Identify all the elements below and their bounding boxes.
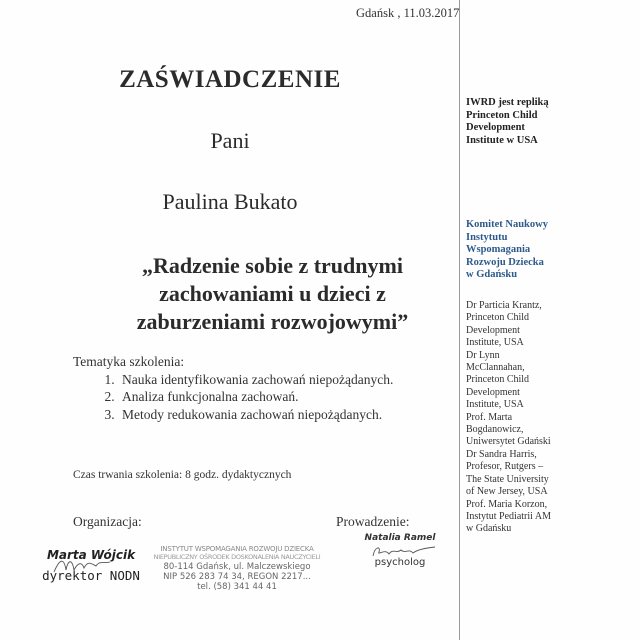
- member-line: Profesor, Rutgers –: [466, 461, 544, 473]
- sidebar-divider: [459, 0, 460, 640]
- leader-role: psycholog: [374, 557, 426, 568]
- stamp-line: 80-114 Gdańsk, ul. Malczewskiego: [163, 562, 311, 572]
- sidebar-line: Development: [466, 122, 525, 134]
- member-line: of New Jersey, USA: [466, 486, 548, 498]
- member-line: Prof. Marta: [466, 411, 513, 423]
- member-line: Dr Lynn: [466, 349, 500, 361]
- recipient-name: Paulina Bukato: [162, 189, 298, 214]
- sidebar-line: Institute w USA: [466, 134, 538, 146]
- course-title-line: zaburzeniami rozwojowymi”: [136, 309, 409, 334]
- signature-icon: [52, 554, 112, 576]
- leading-label: Prowadzenie:: [336, 514, 410, 529]
- organization-label: Organizacja:: [73, 514, 142, 529]
- topics-list: [73, 371, 393, 424]
- member-line: Dr Particia Krantz,: [466, 300, 542, 311]
- stamp-line: NIEPUBLICZNY OŚRODEK DOSKONALENIA NAUCZYCIELI: [153, 553, 321, 561]
- sidebar-line: w Gdańsku: [466, 269, 518, 281]
- member-line: McClannahan,: [466, 362, 525, 374]
- certificate-title: ZAŚWIADCZENIE: [119, 66, 341, 93]
- member-line: Prof. Maria Korzon,: [466, 498, 548, 510]
- stamp-line: tel. (58) 341 44 41: [197, 582, 277, 592]
- sidebar-line: IWRD jest repliką: [466, 97, 549, 108]
- member-line: Development: [466, 386, 520, 398]
- leader-name: Natalia Ramel: [364, 533, 436, 543]
- member-line: Instytut Pediatrii AM: [466, 510, 551, 522]
- stamp-line: INSTYTUT WSPOMAGANIA ROZWOJU DZIECKA: [160, 545, 314, 553]
- member-line: Bogdanowicz,: [466, 424, 524, 436]
- topics-section: [73, 353, 393, 423]
- course-title: [100, 252, 445, 336]
- member-line: w Gdańsku: [466, 523, 512, 535]
- course-title-line: zachowaniami u dzieci z: [159, 281, 386, 306]
- member-line: Institute, USA: [466, 399, 524, 411]
- member-line: Institute, USA: [466, 337, 524, 349]
- leader-stamp: [355, 533, 445, 568]
- organizer-role: dyrektor NODN: [42, 568, 140, 583]
- organizer-stamp: [32, 548, 150, 583]
- signature-icon: [355, 544, 445, 558]
- stamp-line: NIP 526 283 74 34, REGON 2217...: [163, 572, 311, 582]
- topics-label: Tematyka szkolenia:: [73, 354, 185, 369]
- topic-item: 2. Analiza funkcjonalna zachowań.: [118, 388, 393, 406]
- member-line: Development: [466, 324, 520, 336]
- sidebar-line: Wspomagania: [466, 244, 531, 256]
- training-duration: Czas trwania szkolenia: 8 godz. dydaktycznych: [73, 469, 292, 481]
- sidebar-intro: [466, 97, 636, 147]
- organizer-name: Marta Wójcik: [46, 548, 136, 562]
- topic-item: 1. Nauka identyfikowania zachowań niepożądanych.: [118, 371, 393, 389]
- sidebar-committee-members: [466, 300, 636, 536]
- member-line: The State University: [466, 473, 549, 485]
- leader-signature: [355, 543, 445, 557]
- organizer-role-wrap: [32, 568, 150, 583]
- institute-stamp: [152, 545, 322, 592]
- sidebar-committee-heading: [466, 219, 636, 282]
- member-line: Dr Sandra Harris,: [466, 448, 537, 460]
- sidebar-line: Princeton Child: [466, 109, 538, 121]
- sidebar-line: Instytutu: [466, 231, 508, 243]
- member-line: Uniwersytet Gdański: [466, 436, 551, 448]
- topic-item: 3. Metody redukowania zachowań niepożądanych.: [118, 406, 393, 424]
- member-line: Princeton Child: [466, 374, 530, 386]
- salutation: Pani: [210, 128, 250, 153]
- member-line: Princeton Child: [466, 312, 530, 324]
- sidebar-line: Rozwoju Dziecka: [466, 256, 544, 268]
- course-title-line: „Radzenie sobie z trudnymi: [142, 253, 403, 278]
- issue-date: Gdańsk , 11.03.2017: [356, 6, 460, 20]
- sidebar-line: Komitet Naukowy: [466, 219, 548, 230]
